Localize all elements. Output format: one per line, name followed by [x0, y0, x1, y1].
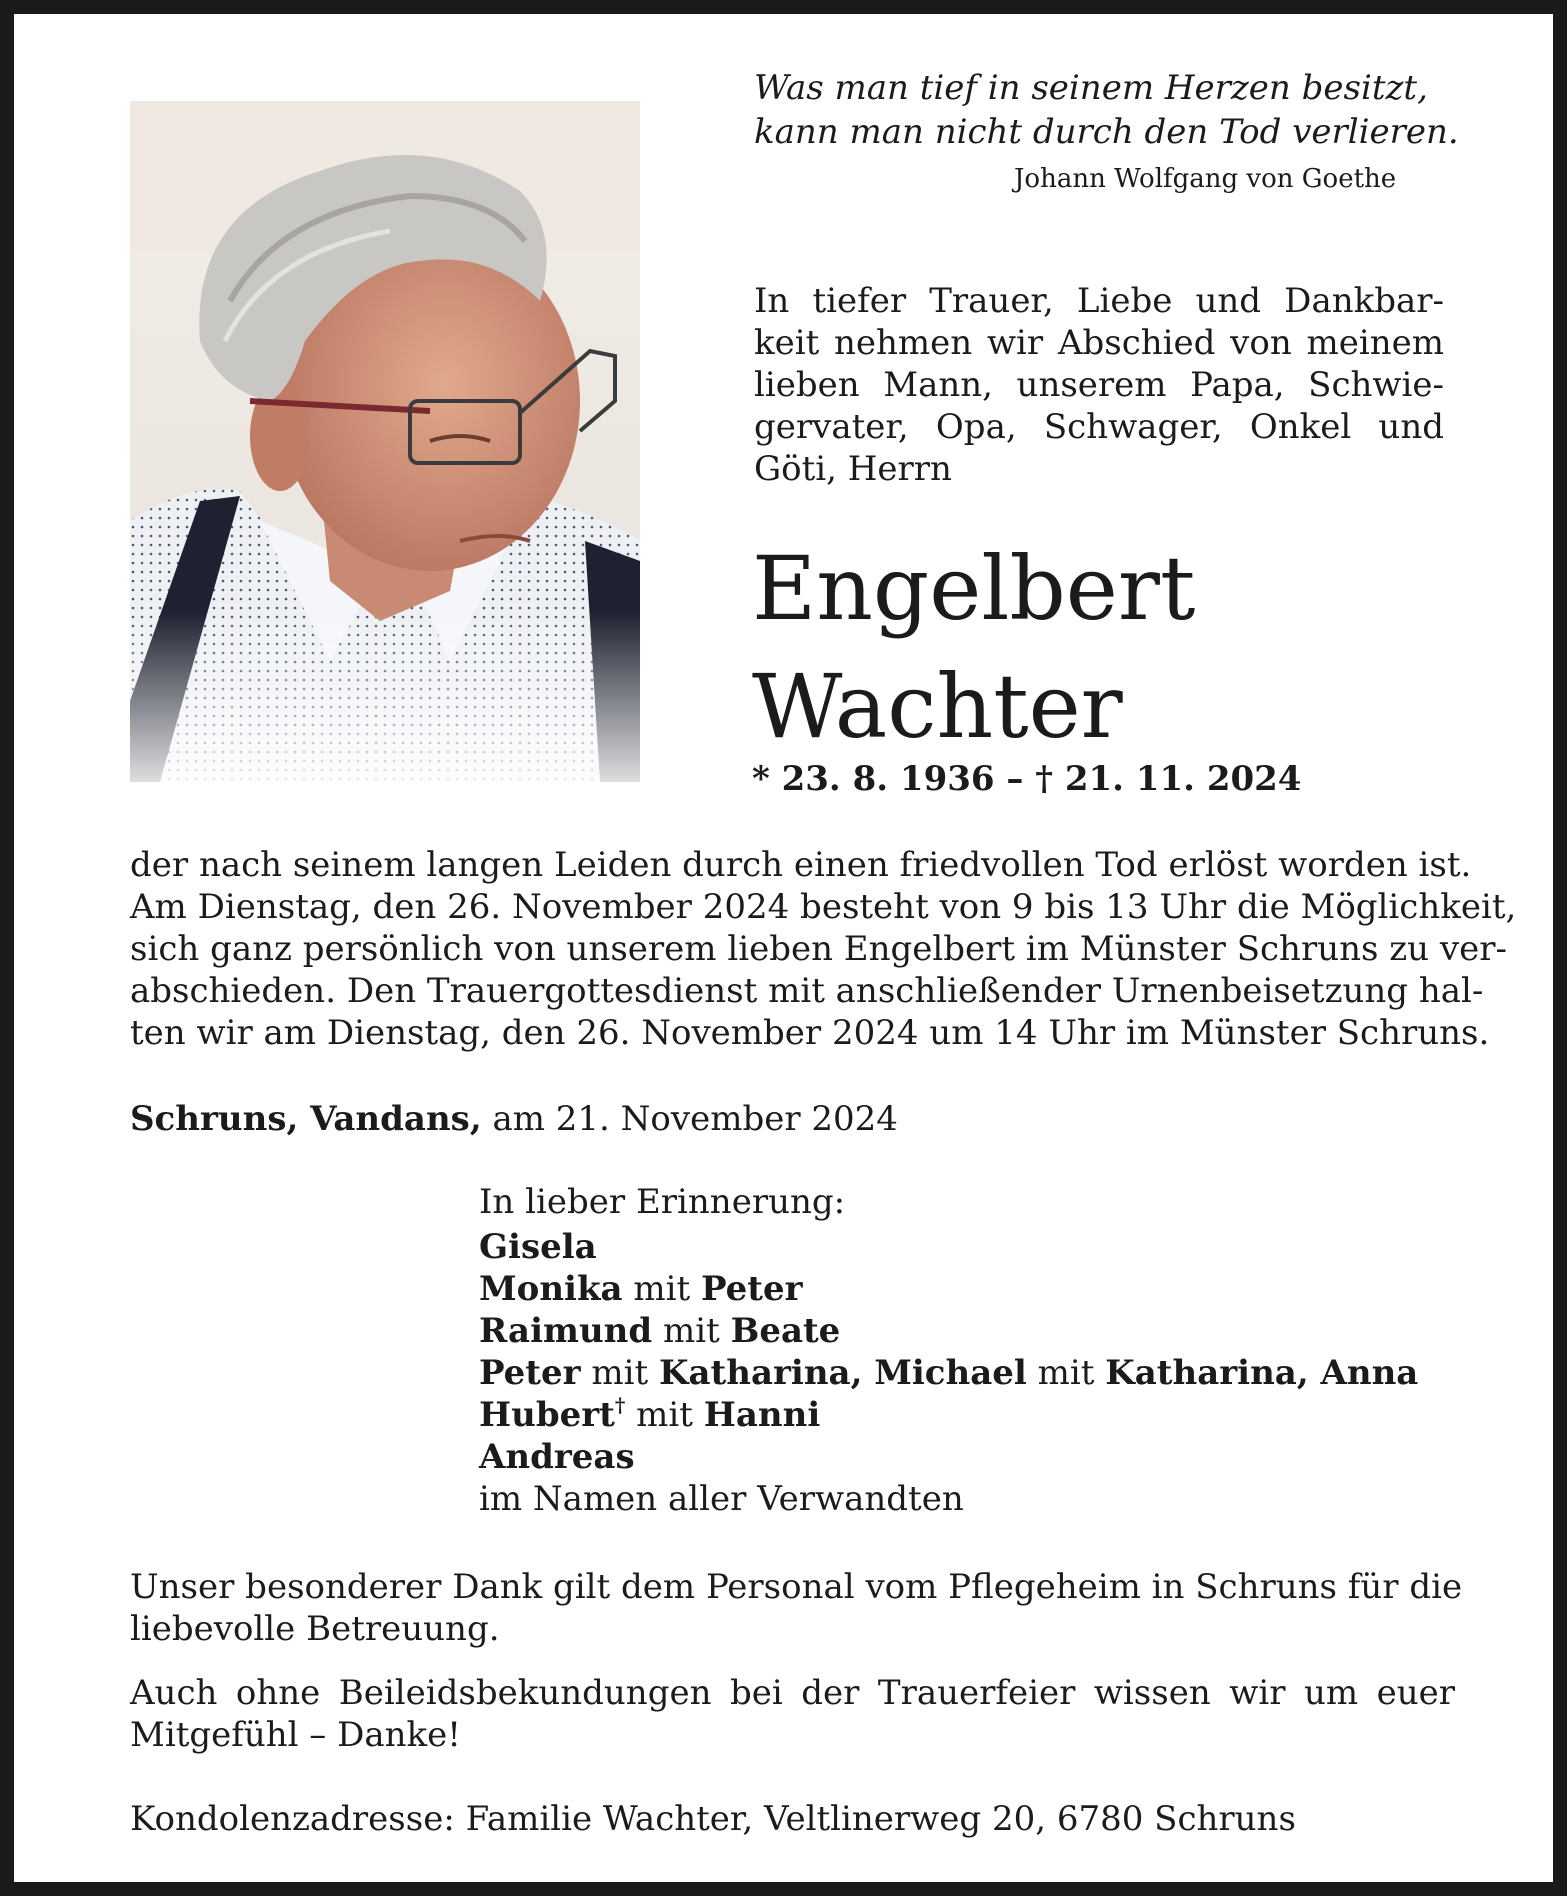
thanks-line: Auch ohne Beileidsbekundungen bei der Trauerfeier wissen wir um euer [130, 1673, 1455, 1713]
announcement-line: Am Dienstag, den 26. November 2024 besteht von 9 bis 13 Uhr die Möglichkeit, [130, 887, 1517, 927]
thanks-paragraph [130, 1672, 1455, 1756]
family-name-part: Gisela [479, 1227, 597, 1267]
thanks-paragraph [130, 1566, 1463, 1650]
first-name: Engelbert [752, 537, 1196, 640]
place-date [130, 1099, 898, 1139]
thanks-line: liebevolle Betreuung. [130, 1609, 500, 1649]
family-names [479, 1394, 820, 1436]
intro-line: Göti, Herrn [754, 449, 952, 489]
life-dates: * 23. 8. 1936 – † 21. 11. 2024 [752, 759, 1302, 799]
family-name-part: im Namen aller Verwandten [479, 1479, 964, 1519]
family-names [479, 1352, 1418, 1394]
intro-line: lieben Mann, unserem Papa, Schwie- [754, 365, 1444, 405]
intro-line: gervater, Opa, Schwager, Onkel und [754, 407, 1444, 447]
quote-author: Johann Wolfgang von Goethe [1014, 164, 1397, 194]
family-name-part: Hanni [703, 1395, 821, 1435]
announcement-line: ten wir am Dienstag, den 26. November 2024 um 14 Uhr im Münster Schruns. [130, 1013, 1490, 1053]
family-names [479, 1478, 964, 1520]
thanks-line: Mitgefühl – Danke! [130, 1715, 461, 1755]
announcement-line: der nach seinem langen Leiden durch einen friedvollen Tod erlöst worden ist. [130, 845, 1472, 885]
places: Schruns, Vandans, [130, 1099, 482, 1139]
announcement-text [130, 844, 1517, 1054]
thanks-section [130, 1566, 1463, 1778]
goethe-quote [754, 66, 1459, 154]
quote-line: Was man tief in seinem Herzen besitzt, [754, 68, 1428, 108]
deceased-name [752, 530, 1195, 766]
family-name-part: mit [622, 1269, 701, 1309]
family-name-part: mit [1026, 1353, 1106, 1393]
intro-line: In tiefer Trauer, Liebe und Dankbar- [754, 281, 1444, 321]
quote-line: kann man nicht durch den Tod verlieren. [754, 112, 1459, 152]
date: am 21. November 2024 [481, 1099, 898, 1139]
deceased-mark: † [614, 1393, 626, 1417]
intro-text [754, 280, 1444, 490]
portrait-photo [130, 101, 640, 782]
announcement-line: abschieden. Den Trauergottesdienst mit anschließender Urnenbeisetzung hal- [130, 971, 1484, 1011]
family-name-part: Peter [700, 1269, 803, 1309]
family-name-part: mit [580, 1353, 659, 1393]
family-name-part: Hubert [479, 1395, 615, 1435]
family-names [479, 1268, 803, 1310]
family-name-part: Peter [479, 1353, 581, 1393]
family-name-part: Katharina, Michael [658, 1353, 1027, 1393]
last-name: Wachter [752, 655, 1123, 758]
family-name-part: Katharina, Anna [1105, 1353, 1419, 1393]
condolence-address: Kondolenzadresse: Familie Wachter, Veltlinerweg 20, 6780 Schruns [130, 1799, 1296, 1839]
family-name-part: Raimund [479, 1311, 653, 1351]
obituary-page [14, 14, 1553, 1882]
family-name-part: mit [625, 1395, 704, 1435]
family-name-part: Beate [730, 1311, 841, 1351]
family-names [479, 1310, 840, 1352]
family-names [479, 1436, 635, 1478]
announcement-line: sich ganz persönlich von unserem lieben Engelbert im Münster Schruns zu ver- [130, 929, 1507, 969]
intro-line: keit nehmen wir Abschied von meinem [754, 323, 1444, 363]
family-names [479, 1226, 597, 1268]
family-name-part: Monika [479, 1269, 623, 1309]
family-name-part: mit [652, 1311, 731, 1351]
thanks-line: Unser besonderer Dank gilt dem Personal vom Pflegeheim in Schruns für die [130, 1567, 1463, 1607]
family-name-part: Andreas [479, 1437, 635, 1477]
memory-heading: In lieber Erinnerung: [479, 1182, 846, 1222]
portrait-image [130, 101, 640, 782]
